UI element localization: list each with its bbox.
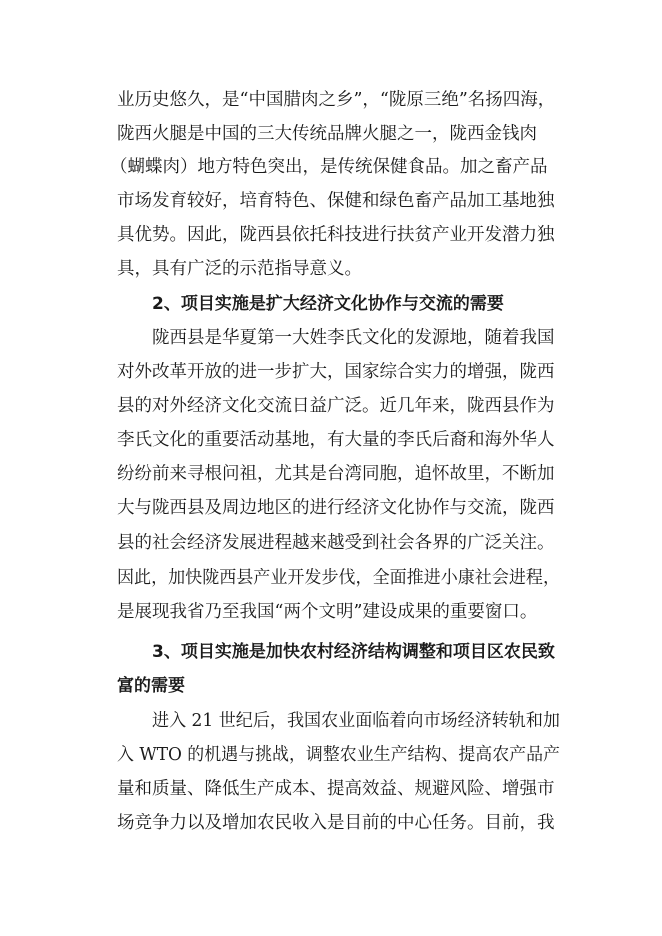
paragraph-line [0,743,662,767]
text-line: 纷纷前来寻根问祖，尤其是台湾同胞，追怀故里，不断加 [117,464,555,484]
text-line: 因此，加快陇西县产业开发步伐，全面推进小康社会进程， [117,568,560,588]
paragraph-line [0,326,662,350]
paragraph-line [0,600,662,624]
text-line: 是展现我省乃至我国“两个文明”建设成果的重要窗口。 [117,602,538,622]
paragraph-line [0,496,662,520]
text-line: 场竞争力以及增加农民收入是目前的中心任务。目前，我 [117,813,555,833]
paragraph-line [0,777,662,801]
paragraph-line [0,88,662,112]
paragraph-line [0,189,662,213]
heading-text: 3、项目实施是加快农村经济结构调整和项目区农民致 [152,642,555,662]
paragraph-line [0,155,662,179]
text-line: 量和质量、降低生产成本、提高效益、规避风险、增强市 [117,779,555,799]
text-line: 入 WTO 的机遇与挑战，调整农业生产结构、提高农产品产 [117,745,560,765]
section-heading [0,292,662,316]
paragraph-line [0,122,662,146]
text-line: 陇西火腿是中国的三大传统品牌火腿之一，陇西金钱肉 [117,124,537,144]
paragraph-line [0,223,662,247]
text-line: 陇西县是华夏第一大姓李氏文化的发源地，随着我国 [152,328,555,348]
text-line: 对外改革开放的进一步扩大，国家综合实力的增强，陇西 [117,362,555,382]
text-line: 李氏文化的重要活动基地，有大量的李氏后裔和海外华人 [117,430,555,450]
paragraph-line [0,428,662,452]
paragraph-line [0,566,662,590]
text-line: 县的社会经济发展进程越来越受到社会各界的广泛关注。 [117,533,555,553]
text-line: 具，具有广泛的示范指导意义。 [117,259,362,279]
paragraph-line [0,709,662,733]
heading-text: 2、项目实施是扩大经济文化协作与交流的需要 [152,294,504,314]
text-line: 进入 21 世纪后，我国农业面临着向市场经济转轨和加 [152,711,560,731]
paragraph-line [0,394,662,418]
paragraph-line [0,360,662,384]
text-line: 县的对外经济文化交流日益广泛。近几年来，陇西县作为 [117,396,555,416]
text-line: 市场发育较好，培育特色、保健和绿色畜产品加工基地独 [117,191,555,211]
paragraph-line [0,531,662,555]
paragraph-line [0,257,662,281]
paragraph-line [0,811,662,835]
heading-text: 富的需要 [117,676,185,696]
section-heading [0,640,662,664]
section-heading [0,674,662,698]
paragraph-line [0,462,662,486]
text-line: 具优势。因此，陇西县依托科技进行扶贫产业开发潜力独 [117,225,555,245]
text-line: 大与陇西县及周边地区的进行经济文化协作与交流，陇西 [117,498,555,518]
text-line: （蝴蝶肉）地方特色突出，是传统保健食品。加之畜产品 [110,157,548,177]
text-line: 业历史悠久，是“中国腊肉之乡”，“陇原三绝”名扬四海， [117,90,556,110]
